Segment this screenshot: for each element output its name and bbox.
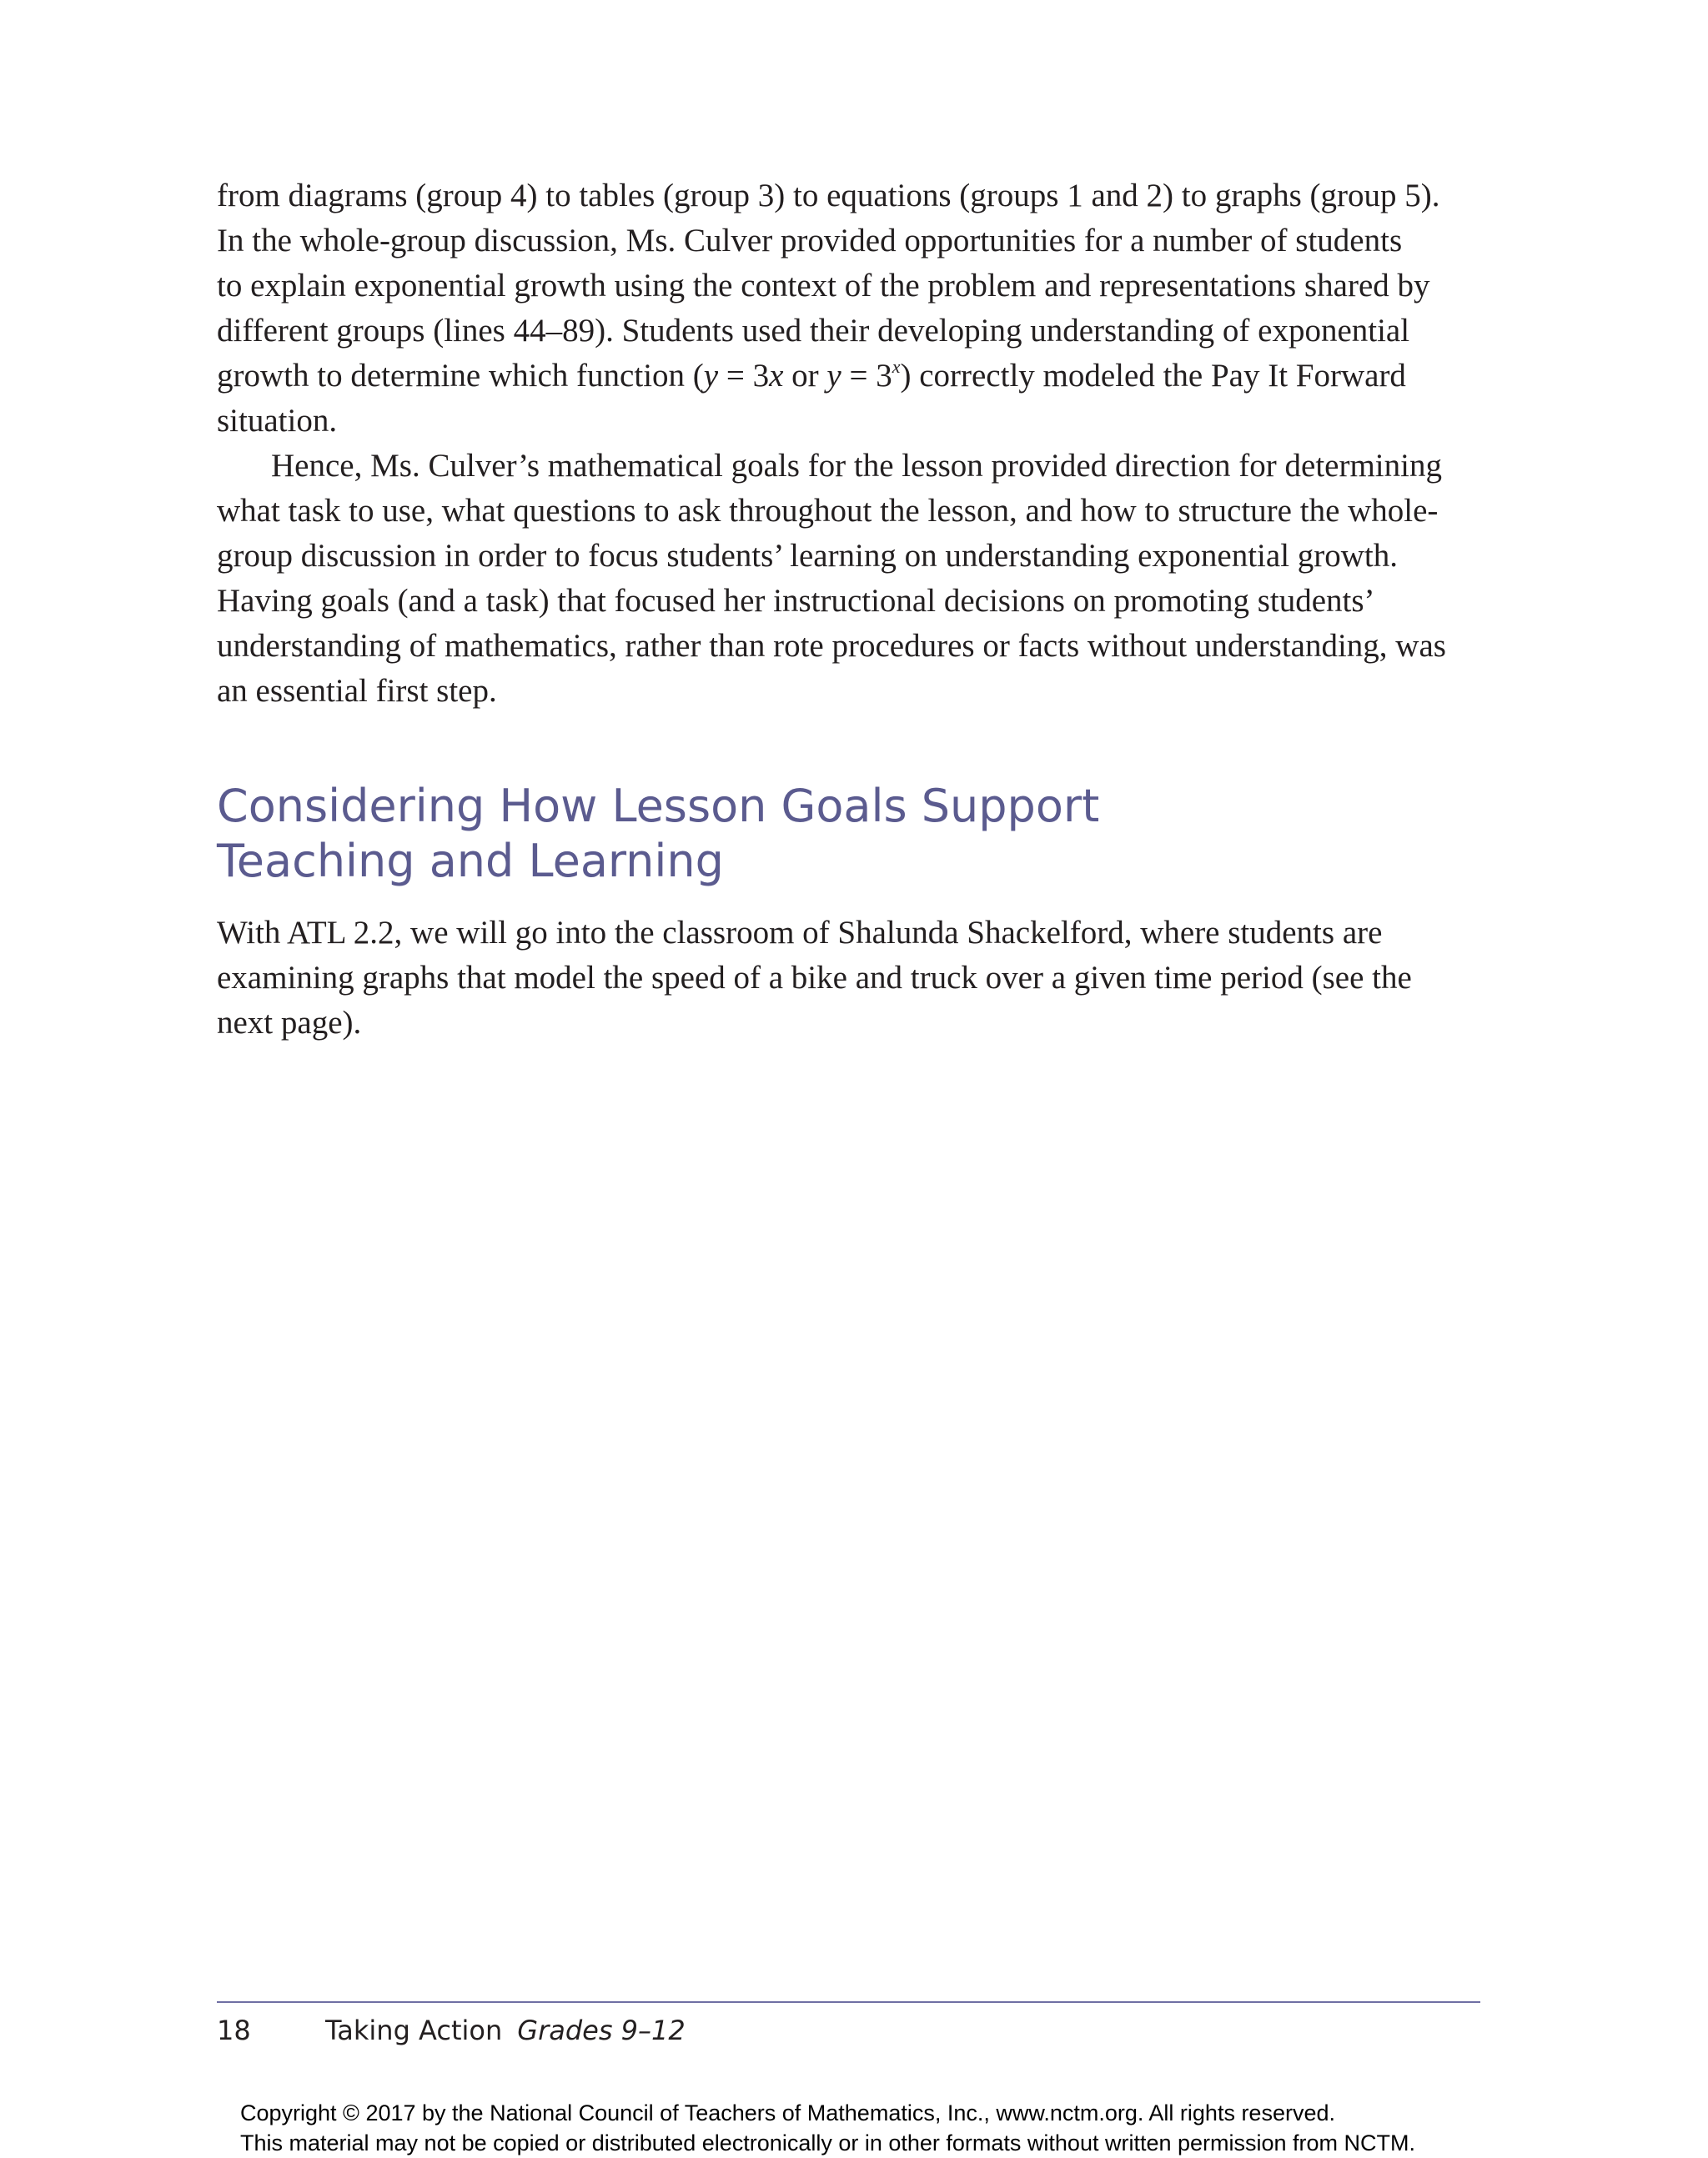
copyright-line: Copyright © 2017 by the National Council of Teachers of Mathematics, Inc., www.nctm.org. All rights reserved. [240,2100,1335,2125]
copyright-line: This material may not be copied or distributed electronically or in other formats without written permission from NCTM. [240,2130,1416,2155]
math-fragment: = 3 [718,358,770,394]
text-line-with-math [217,354,1484,399]
heading-line: Considering How Lesson Goals Support [217,780,1100,832]
paragraph [217,911,1484,1046]
text-line: In the whole-group discussion, Ms. Culver provided opportunities for a number of students [217,223,1403,258]
paragraph-continued [217,173,1484,444]
text-line: different groups (lines 44–89). Students used their developing understanding of exponential [217,313,1410,349]
book-series-title: Taking Action [325,2015,503,2046]
text-line: to explain exponential growth using the context of the problem and representations shared by [217,268,1430,304]
text-fragment: or [783,358,827,394]
text-line: With ATL 2.2, we will go into the classroom of Shalunda Shackelford, where students are [217,915,1383,951]
math-variable: y [703,358,719,394]
grade-band: Grades 9–12 [517,2015,686,2046]
body-text-block [217,173,1484,714]
text-fragment: growth to determine which function ( [217,358,704,394]
footer-divider [217,2001,1480,2003]
math-variable: y [826,358,841,394]
text-fragment: ) correctly modeled the Pay It Forward [900,358,1406,394]
section-heading [217,779,1384,889]
text-line: an essential first step. [217,673,497,709]
math-fragment: = 3 [841,358,892,394]
text-line: what task to use, what questions to ask throughout the lesson, and how to structure the whole- [217,493,1439,529]
page-number: 18 [217,2015,251,2046]
text-line: from diagrams (group 4) to tables (group 3) to equations (groups 1 and 2) to graphs (group 5). [217,178,1440,213]
math-variable: x [769,358,784,394]
text-line: group discussion in order to focus students’ learning on understanding exponential growth. [217,538,1399,574]
running-footer [217,2014,686,2047]
copyright-notice [240,2098,1415,2158]
heading-line: Teaching and Learning [217,835,724,887]
body-text-block [217,911,1484,1046]
paragraph [217,444,1484,714]
text-line: examining graphs that model the speed of a bike and truck over a given time period (see the [217,960,1412,996]
text-line: Hence, Ms. Culver’s mathematical goals for the lesson provided direction for determining [271,448,1442,484]
math-exponent: x [892,356,901,377]
text-line: next page). [217,1005,362,1041]
text-line: understanding of mathematics, rather than rote procedures or facts without understanding, was [217,628,1446,664]
text-line: situation. [217,403,338,439]
text-line: Having goals (and a task) that focused her instructional decisions on promoting students’ [217,583,1375,619]
